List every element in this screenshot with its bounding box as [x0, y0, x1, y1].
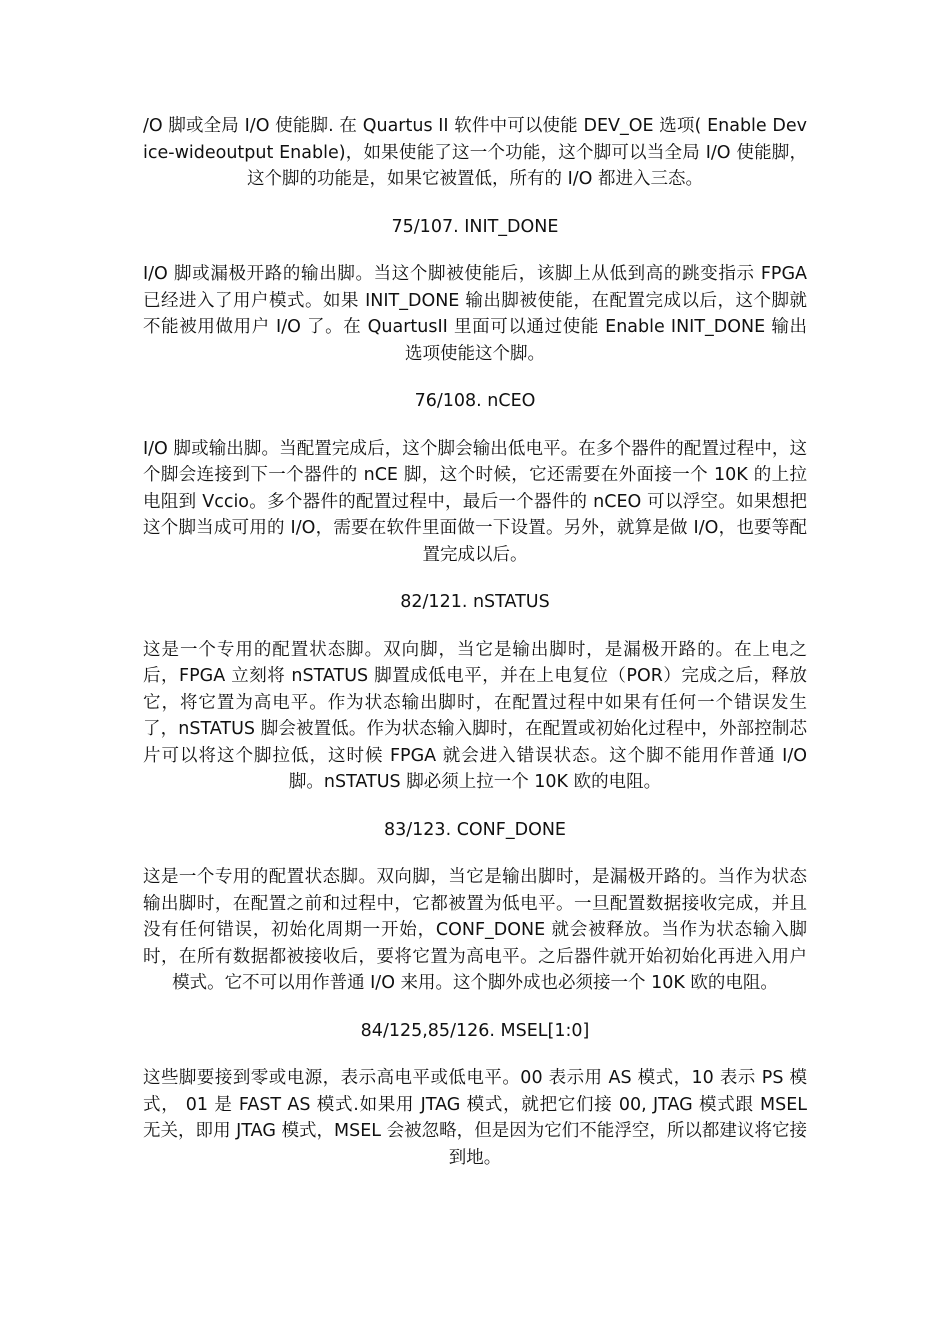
section-body: I/O 脚或输出脚。当配置完成后，这个脚会输出低电平。在多个器件的配置过程中，这个脚会连接到下一个器件的 nCE 脚，这个时候，它还需要在外面接一个 10K 的上拉电阻到 Vccio。多个器件的配置过程中，最后一个器件的 nCEO 可以浮空。如果想把这个脚当成可用的 I/O，需要在软件里面做一下设置。另外，就算是做 I/O，也要等配置完成以后。 — [143, 438, 807, 565]
section-heading: 75/107. INIT_DONE — [391, 216, 559, 237]
section-nceo — [143, 388, 807, 568]
section-msel — [143, 1018, 807, 1172]
intro-paragraph: /O 脚或全局 I/O 使能脚. 在 Quartus II 软件中可以使能 DEV_OE 选项( Enable Device-wideoutput Enable)，如果使能了这一个功能，这个脚可以当全局 I/O 使能脚，这个脚的功能是，如果它被置低，所有的 I/O 都进入三态。 — [143, 116, 807, 189]
section-heading: 82/121. nSTATUS — [400, 592, 550, 612]
section-nstatus — [143, 589, 807, 796]
section-heading: 84/125,85/126. MSEL[1:0] — [360, 1020, 590, 1041]
section-body: 这是一个专用的配置状态脚。双向脚，当它是输出脚时，是漏极开路的。当作为状态输出脚时，在配置之前和过程中，它都被置为低电平。一旦配置数据接收完成，并且没有任何错误，初始化周期一开始，CONF_DONE 就会被释放。当作为状态输入脚时，在所有数据都被接收后，要将它置为高电平。之后器件就开始初始化再进入用户模式。它不可以用作普通 I/O 来用。这个脚外成也必须接一个 10K 欧的电阻。 — [143, 867, 807, 993]
section-body: 这些脚要接到零或电源，表示高电平或低电平。00 表示用 AS 模式，10 表示 PS 模式， 01 是 FAST AS 模式.如果用 JTAG 模式，就把它们接 00, JTAG 模式跟 MSEL 无关，即用 JTAG 模式，MSEL 会被忽略，但是因为它们不能浮空，所以都建议将它接到地。 — [143, 1068, 807, 1168]
section-heading: 76/108. nCEO — [414, 391, 536, 411]
document-page — [143, 113, 807, 1171]
section-conf-done — [143, 817, 807, 997]
section-init-done — [143, 214, 807, 368]
section-heading: 83/123. CONF_DONE — [384, 819, 566, 840]
section-body: I/O 脚或漏极开路的输出脚。当这个脚被使能后，该脚上从低到高的跳变指示 FPGA 已经进入了用户模式。如果 INIT_DONE 输出脚被使能，在配置完成以后，这个脚就不能被用做用户 I/O 了。在 QuartusII 里面可以通过使能 Enable INIT_DONE 输出选项使能这个脚。 — [143, 264, 807, 364]
section-body: 这是一个专用的配置状态脚。双向脚，当它是输出脚时，是漏极开路的。在上电之后，FPGA 立刻将 nSTATUS 脚置成低电平，并在上电复位（POR）完成之后，释放它，将它置为高电平。作为状态输出脚时，在配置过程中如果有任何一个错误发生了，nSTATUS 脚会被置低。作为状态输入脚时，在配置或初始化过程中，外部控制芯片可以将这个脚拉低，这时候 FPGA 就会进入错误状态。这个脚不能用作普通 I/O 脚。nSTATUS 脚必须上拉一个 10K 欧的电阻。 — [143, 639, 807, 792]
